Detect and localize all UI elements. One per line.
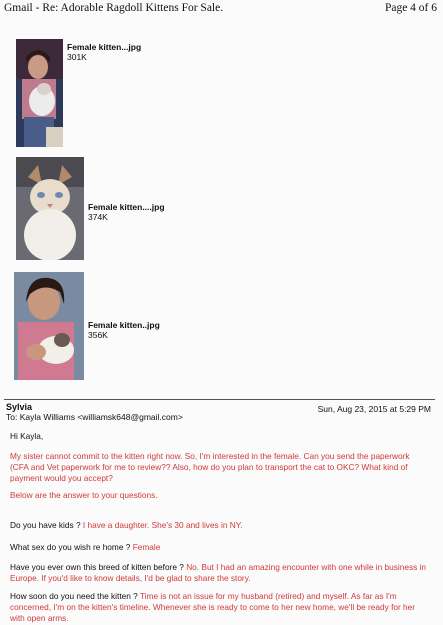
question: Do you have kids ? xyxy=(10,520,81,530)
answer: Female xyxy=(132,542,161,552)
page-number: Page 4 of 6 xyxy=(384,2,437,14)
attachment-3[interactable] xyxy=(14,272,214,382)
question: How soon do you need the kitten ? xyxy=(10,591,138,601)
message-date: Sun, Aug 23, 2015 at 5:29 PM xyxy=(317,404,431,414)
attachment-size: 374K xyxy=(88,212,108,222)
question: What sex do you wish re home ? xyxy=(10,542,131,552)
answer: No. But I had an amazing encounter with one while in business in Europe. If you'd like to know details, I'd be glad to share the story. xyxy=(10,562,427,583)
message-paragraph: Below are the answer to your questions. xyxy=(10,490,158,500)
attachment-filename: Female kitten....jpg xyxy=(88,202,165,212)
attachment-size: 356K xyxy=(88,330,108,340)
qa-item xyxy=(10,542,430,553)
message-paragraph: My sister cannot commit to the kitten right now. So, I'm interested in the female. Can you send the paperwork (CFA and Vet paperwork for me to review?? Also, how do you plan to transport the cat to OKC? What kind of payment would you accept? xyxy=(10,451,410,483)
attachment-filename: Female kitten...jpg xyxy=(67,42,142,52)
attachment-size: 301K xyxy=(67,52,87,62)
attachment-2[interactable] xyxy=(16,157,216,262)
qa-item xyxy=(10,562,430,584)
qa-item xyxy=(10,591,430,623)
qa-item xyxy=(10,520,430,531)
attachment-filename: Female kitten..jpg xyxy=(88,320,160,330)
answer: I have a daughter. She's 30 and lives in NY. xyxy=(82,520,243,530)
message-divider xyxy=(4,399,435,400)
recipient-line: To: Kayla Williams <williamsk648@gmail.com> xyxy=(6,412,183,422)
attachment-1[interactable] xyxy=(16,39,216,149)
girl-with-kitten-photo xyxy=(14,272,84,380)
girl-holding-kitten-photo xyxy=(16,39,63,147)
sender-name: Sylvia xyxy=(6,402,33,412)
ragdoll-kitten-photo xyxy=(16,157,84,260)
answer: Time is not an issue for my husband (retired) and myself. As far as I'm concerned, I'm on the kitten's timeline. Whenever she is ready to come to her new home, we'll be ready for her with open arms. xyxy=(10,591,416,623)
question: Have you ever own this breed of kitten before ? xyxy=(10,562,184,572)
document-title: Gmail - Re: Adorable Ragdoll Kittens For Sale. xyxy=(4,2,224,14)
greeting: Hi Kayla, xyxy=(10,431,44,441)
